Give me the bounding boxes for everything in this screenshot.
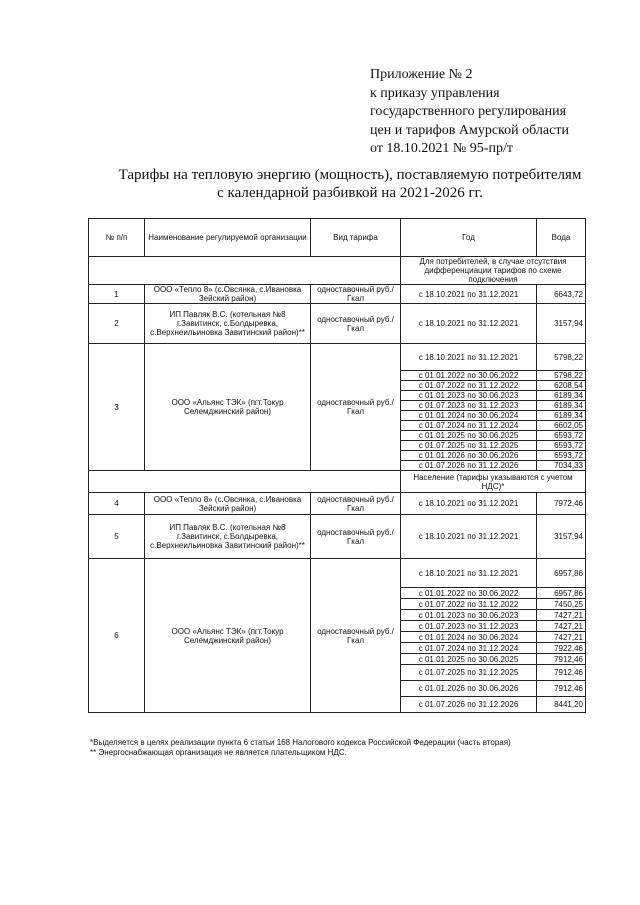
tariff-type: одноставочный руб./Гкал (311, 515, 401, 559)
water-tariff-value: 7922,46 (537, 643, 586, 654)
row-number: 1 (89, 285, 145, 304)
period-cell: с 18.10.2021 по 31.12.2021 (401, 304, 537, 344)
water-tariff-value: 6602,05 (537, 421, 586, 431)
organization-name: ООО «Тепло 8» (с.Овсянка, с.Ивановка Зейский район) (145, 493, 311, 515)
period-cell: с 01.07.2024 по 31.12.2024 (401, 643, 537, 654)
water-tariff-value: 7427,21 (537, 632, 586, 643)
organization-name: ИП Павляк В.С. (котельная №8 г.Завитинск, с.Болдыревка, с.Верхнеильиновка Завитинский район)** (145, 515, 311, 559)
appendix-line: Приложение № 2 (370, 67, 473, 82)
section-spacer (89, 257, 401, 285)
row-number: 2 (89, 304, 145, 344)
organization-name: ИП Павляк В.С. (котельная №8 г.Завитинск, с.Болдыревка, с.Верхнеильиновка Завитинский район)** (145, 304, 311, 344)
period-cell: с 01.01.2024 по 30.06.2024 (401, 632, 537, 643)
tariff-type: одноставочный руб./Гкал (311, 304, 401, 344)
appendix-line: от 18.10.2021 № 95-пр/т (370, 141, 513, 156)
section-label: Население (тарифы указываются с учетом НДС)* (401, 471, 586, 493)
table-row (89, 493, 586, 515)
period-cell: с 01.01.2023 по 30.06.2023 (401, 610, 537, 621)
period-cell: с 01.07.2024 по 31.12.2024 (401, 421, 537, 431)
period-cell: с 01.07.2026 по 31.12.2026 (401, 461, 537, 471)
water-tariff-value: 5798,22 (537, 371, 586, 381)
period-cell: с 18.10.2021 по 31.12.2021 (401, 559, 537, 588)
tariff-type: одноставочный руб./Гкал (311, 559, 401, 713)
table-row (89, 344, 586, 371)
title-line-2: с календарной разбивкой на 2021-2026 гг. (217, 185, 483, 201)
tariff-type: одноставочный руб./Гкал (311, 344, 401, 471)
period-cell: с 01.07.2025 по 31.12.2025 (401, 665, 537, 681)
row-number: 4 (89, 493, 145, 515)
organization-name: ООО «Альянс ТЭК» (пгт.Токур Селемджинский район) (145, 559, 311, 713)
section-label: Для потребителей, в случае отсутствия дифференциации тарифов по схеме подключения (401, 257, 586, 285)
water-tariff-value: 8441,20 (537, 697, 586, 713)
period-cell: с 01.07.2022 по 31.12.2022 (401, 381, 537, 391)
water-tariff-value: 7912,46 (537, 654, 586, 665)
footnote: ** Энергоснабжающая организация не является плательщиком НДС. (90, 748, 347, 757)
water-tariff-value: 3157,94 (537, 304, 586, 344)
table-header-row (89, 219, 586, 257)
period-cell: с 18.10.2021 по 31.12.2021 (401, 515, 537, 559)
water-tariff-value: 6957,86 (537, 588, 586, 599)
title-line-1: Тарифы на тепловую энергию (мощность), поставляемую потребителям (118, 167, 582, 183)
appendix-line: государственного регулирования (370, 104, 567, 119)
tariff-table (88, 218, 586, 713)
water-tariff-value: 7972,46 (537, 493, 586, 515)
period-cell: с 01.07.2023 по 31.12.2023 (401, 621, 537, 632)
period-cell: с 01.07.2023 по 31.12.2023 (401, 401, 537, 411)
header-org: Наименование регулируемой организации (145, 219, 311, 257)
period-cell: с 01.01.2025 по 30.06.2025 (401, 654, 537, 665)
appendix-line: цен и тарифов Амурской области (370, 122, 569, 138)
period-cell: с 01.01.2025 по 30.06.2025 (401, 431, 537, 441)
section-row (89, 471, 586, 493)
row-number: 3 (89, 344, 145, 471)
period-cell: с 01.01.2024 по 30.06.2024 (401, 411, 537, 421)
period-cell: с 18.10.2021 по 31.12.2021 (401, 285, 537, 304)
period-cell: с 01.07.2022 по 31.12.2022 (401, 599, 537, 610)
appendix-line: к приказу управления (370, 85, 500, 101)
footnotes (90, 738, 610, 758)
header-year: Год (401, 219, 537, 257)
water-tariff-value: 7450,25 (537, 599, 586, 610)
period-cell: с 01.01.2026 по 30.06.2026 (401, 451, 537, 461)
period-cell: с 18.10.2021 по 31.12.2021 (401, 344, 537, 371)
row-number: 5 (89, 515, 145, 559)
period-cell: с 01.07.2026 по 31.12.2026 (401, 697, 537, 713)
water-tariff-value: 7427,21 (537, 621, 586, 632)
period-cell: с 01.07.2025 по 31.12.2025 (401, 441, 537, 451)
water-tariff-value: 6593,72 (537, 451, 586, 461)
footnote: *Выделяется в целях реализации пункта 6 статьи 168 Налогового кодекса Российской Федерации (часть вторая) (90, 738, 511, 747)
table-row (89, 285, 586, 304)
water-tariff-value: 6208,54 (537, 381, 586, 391)
table-row (89, 559, 586, 588)
water-tariff-value: 6957,86 (537, 559, 586, 588)
water-tariff-value: 3157,94 (537, 515, 586, 559)
water-tariff-value: 6189,34 (537, 391, 586, 401)
water-tariff-value: 5798,22 (537, 344, 586, 371)
water-tariff-value: 7912,46 (537, 681, 586, 697)
organization-name: ООО «Тепло 8» (с.Овсянка, с.Ивановка Зейский район) (145, 285, 311, 304)
tariff-type: одноставочный руб./Гкал (311, 285, 401, 304)
water-tariff-value: 7034,33 (537, 461, 586, 471)
period-cell: с 01.01.2022 по 30.06.2022 (401, 371, 537, 381)
period-cell: с 01.01.2022 по 30.06.2022 (401, 588, 537, 599)
water-tariff-value: 6189,34 (537, 411, 586, 421)
water-tariff-value: 6593,72 (537, 441, 586, 451)
period-cell: с 01.01.2026 по 30.06.2026 (401, 681, 537, 697)
organization-name: ООО «Альянс ТЭК» (пгт.Токур Селемджинский район) (145, 344, 311, 471)
water-tariff-value: 6593,72 (537, 431, 586, 441)
period-cell: с 18.10.2021 по 31.12.2021 (401, 493, 537, 515)
section-row (89, 257, 586, 285)
appendix-header (370, 66, 630, 159)
table-row (89, 515, 586, 559)
table-row (89, 304, 586, 344)
water-tariff-value: 7427,21 (537, 610, 586, 621)
header-num: № п/п (89, 219, 145, 257)
water-tariff-value: 7912,46 (537, 665, 586, 681)
header-type: Вид тарифа (311, 219, 401, 257)
water-tariff-value: 6643,72 (537, 285, 586, 304)
header-water: Вода (537, 219, 586, 257)
period-cell: с 01.01.2023 по 30.06.2023 (401, 391, 537, 401)
water-tariff-value: 6189,34 (537, 401, 586, 411)
document-title (90, 166, 610, 202)
row-number: 6 (89, 559, 145, 713)
section-spacer (89, 471, 401, 493)
tariff-type: одноставочный руб./Гкал (311, 493, 401, 515)
